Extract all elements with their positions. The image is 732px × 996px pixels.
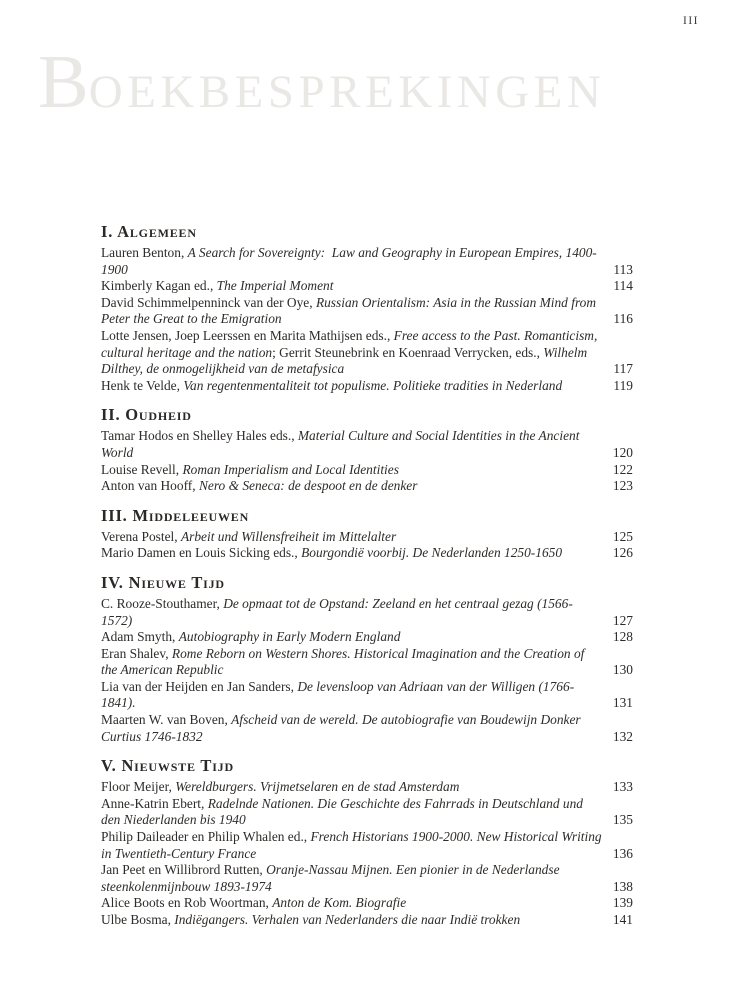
entry-page-number: 138 [612, 878, 633, 894]
entry-text [101, 378, 602, 395]
entry-page-number: 139 [612, 895, 633, 911]
entry-authors: Louise Revell, [101, 461, 183, 477]
entry-page-number: 116 [613, 311, 633, 327]
entry-book-title: Wereldburgers. Vrijmetselaren en de stad Amsterdam [175, 779, 460, 795]
entry-book-title: Oranje-Nassau Mijnen. Een pionier in de Nederlandse steenkolenmijnbouw 1893-1974 [101, 862, 560, 894]
toc-entry [101, 629, 633, 646]
entry-book-title: Roman Imperialism and Local Identities [182, 461, 399, 477]
toc-entry [101, 428, 633, 461]
entry-authors: Alice Boots en Rob Woortman, [101, 895, 273, 911]
toc-entry [101, 478, 633, 495]
section-entries [101, 779, 633, 928]
entry-authors: Floor Meijer, [101, 779, 176, 795]
entry-book-title: Russian Orientalism: Asia in the Russian Mind from Peter the Great to the Emigration [101, 294, 597, 327]
page-title [38, 40, 606, 124]
section-heading: III. Middeleeuwen [101, 505, 250, 525]
entry-page-number: 122 [612, 461, 633, 477]
entry-text [101, 829, 602, 862]
entry-book-title: Bourgondië voorbij. De Nederlanden 1250-1650 [301, 545, 563, 561]
toc-entry [101, 679, 633, 712]
entry-page-number: 113 [613, 261, 633, 277]
entry-book-title: Van regentenmentaliteit tot populisme. Politieke tradities in Nederland [183, 377, 563, 393]
entry-text [101, 646, 602, 679]
entry-page-number: 133 [612, 779, 633, 795]
section-heading: II. Oudheid [101, 405, 192, 425]
page-title-rest: OEKBESPREKINGEN [88, 66, 606, 118]
entry-page-number: 117 [613, 361, 633, 377]
toc-entry [101, 378, 633, 395]
entry-authors: Philip Daileader en Philip Whalen ed., [101, 829, 311, 845]
toc [101, 222, 633, 929]
entry-authors: Anne-Katrin Ebert, [101, 795, 208, 811]
toc-entry [101, 529, 633, 546]
entry-book-title: A Search for Sovereignty: Law and Geography in European Empires, 1400-1900 [101, 245, 597, 277]
toc-section [101, 573, 633, 745]
entry-text [101, 779, 602, 796]
entry-page-number: 125 [612, 528, 633, 544]
entry-book-title: Afscheid van de wereld. De autobiografie van Boudewijn Donker Curtius 1746-1832 [101, 712, 581, 744]
section-heading: I. Algemeen [101, 222, 197, 241]
entry-text [101, 545, 602, 562]
entry-text [101, 796, 602, 829]
entry-text [101, 895, 602, 912]
entry-authors: Ulbe Bosma, [101, 912, 175, 927]
entry-book-title: Free access to the Past. Romanticism, cultural heritage and the nation [101, 327, 598, 360]
entry-authors: Kimberly Kagan ed., [101, 278, 217, 294]
entry-book-title: De levensloop van Adriaan van der Willigen (1766-1841). [101, 678, 575, 711]
toc-entry [101, 328, 633, 378]
entry-text [101, 529, 602, 546]
entry-authors: Adam Smyth, [101, 629, 179, 645]
entry-authors: ; Gerrit Steunebrink en Koenraad Verrycken, eds., [272, 344, 544, 360]
entry-authors: Eran Shalev, [101, 645, 172, 661]
entry-book-title: The Imperial Moment [216, 278, 334, 294]
entry-authors: Lotte Jensen, Joep Leerssen en Marita Mathijsen eds., [101, 327, 394, 343]
page-title-initial: B [38, 40, 89, 124]
entry-text [101, 862, 602, 895]
entry-authors: Henk te Velde, [101, 377, 184, 393]
entry-text [101, 278, 602, 295]
entry-page-number: 131 [612, 695, 633, 711]
page-number-folio: III [683, 15, 699, 27]
entry-text [101, 629, 602, 646]
entry-authors: Verena Postel, [101, 528, 181, 544]
section-entries [101, 428, 633, 494]
toc-entry [101, 278, 633, 295]
entry-book-title: Indiëgangers. Verhalen van Nederlanders die naar Indië trokken [174, 912, 521, 927]
entry-authors: David Schimmelpenninck van der Oye, [101, 294, 316, 310]
entry-text [101, 712, 602, 745]
entry-authors: Jan Peet en Willibrord Rutten, [101, 862, 267, 878]
entry-book-title: Arbeit und Willensfreiheit im Mittelalter [180, 528, 397, 544]
entry-text [101, 478, 602, 495]
entry-page-number: 128 [612, 629, 633, 645]
entry-book-title: French Historians 1900-2000. New Historical Writing in Twentieth-Century France [101, 829, 602, 861]
entry-page-number: 127 [612, 612, 633, 628]
toc-entry [101, 862, 633, 895]
entry-book-title: Nero & Seneca: de despoot en de denker [198, 478, 418, 494]
entry-page-number: 114 [613, 278, 633, 294]
toc-entry [101, 796, 633, 829]
section-entries [101, 529, 633, 562]
entry-authors: Lia van der Heijden en Jan Sanders, [101, 678, 298, 694]
entry-text [101, 428, 602, 461]
toc-entry [101, 712, 633, 745]
entry-page-number: 123 [612, 478, 633, 494]
entry-authors: Anton van Hooff, [101, 478, 199, 494]
entry-authors: Tamar Hodos en Shelley Hales eds., [101, 428, 298, 444]
entry-text [101, 596, 602, 629]
entry-text [101, 328, 602, 378]
toc-entry [101, 829, 633, 862]
entry-book-title: De opmaat tot de Opstand: Zeeland en het centraal gezag (1566-1572) [101, 595, 573, 628]
entry-text [101, 912, 602, 929]
entry-text [101, 245, 602, 278]
toc-entry [101, 245, 633, 278]
entry-book-title: Radelnde Nationen. Die Geschichte des Fahrrads in Deutschland und den Niederlanden bis 1940 [101, 795, 583, 828]
entry-page-number: 130 [612, 662, 633, 678]
section-entries [101, 245, 633, 394]
entry-book-title: Material Culture and Social Identities in the Ancient World [101, 428, 580, 460]
entry-page-number: 132 [612, 728, 633, 744]
entry-page-number: 135 [612, 812, 633, 828]
toc-entry [101, 646, 633, 679]
toc-entry [101, 779, 633, 796]
entry-book-title: Anton de Kom. Biografie [272, 895, 407, 911]
toc-section [101, 405, 633, 494]
toc-entry [101, 596, 633, 629]
entry-book-title: Rome Reborn on Western Shores. Historical Imagination and the Creation of the American Republic [101, 645, 585, 678]
toc-entry [101, 462, 633, 479]
entry-authors: Lauren Benton, [101, 245, 188, 260]
entry-page-number: 141 [612, 912, 633, 927]
entry-text [101, 679, 602, 712]
toc-section [101, 222, 633, 394]
section-heading: V. Nieuwste Tijd [101, 756, 234, 776]
toc-entry [101, 545, 633, 562]
entry-authors: C. Rooze-Stouthamer, [101, 595, 224, 611]
section-heading: IV. Nieuwe Tijd [101, 572, 225, 592]
entry-page-number: 126 [612, 545, 633, 561]
toc-entry [101, 895, 633, 912]
entry-book-title: Wilhelm Dilthey, de onmogelijkheid van de metafysica [101, 344, 588, 377]
entry-authors: Mario Damen en Louis Sicking eds., [101, 545, 302, 561]
entry-text [101, 295, 602, 328]
entry-book-title: Autobiography in Early Modern England [178, 629, 401, 645]
toc-section [101, 506, 633, 562]
toc-section [101, 756, 633, 928]
entry-authors: Maarten W. van Boven, [101, 712, 232, 728]
entry-page-number: 120 [612, 444, 633, 460]
entry-page-number: 119 [613, 377, 633, 393]
section-entries [101, 596, 633, 745]
entry-page-number: 136 [612, 845, 633, 861]
toc-entry [101, 912, 633, 929]
toc-entry [101, 295, 633, 328]
entry-text [101, 462, 602, 479]
